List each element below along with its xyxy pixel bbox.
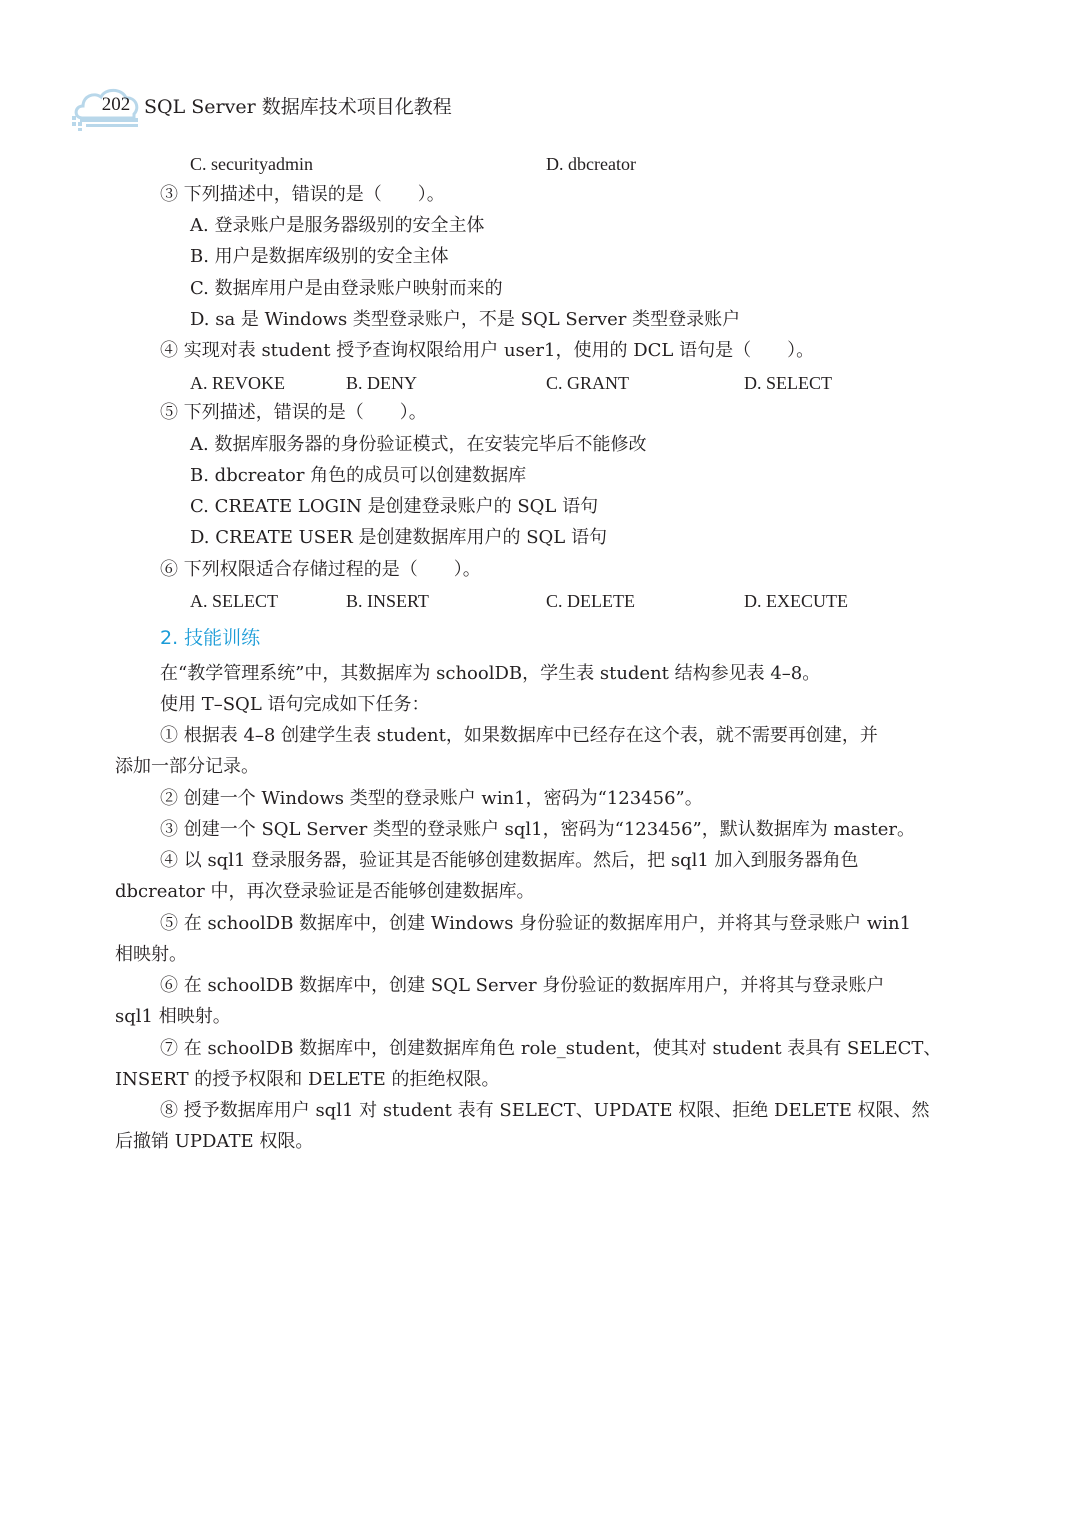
q2-option-c: C. securityadmin — [190, 154, 313, 174]
q6-option-d: D. EXECUTE — [744, 591, 848, 611]
q3-option-c: C. 数据库用户是由登录账户映射而来的 — [190, 278, 503, 299]
section-heading: 2. 技能训练 — [160, 627, 261, 649]
task-8-line-2: 后撤销 UPDATE 权限。 — [115, 1131, 314, 1152]
task-7-line-1: ⑦ 在 schoolDB 数据库中，创建数据库角色 role_student，使其对 student 表具有 SELECT、 — [160, 1038, 942, 1059]
q4-option-a: A. REVOKE — [190, 373, 285, 393]
q3-stem: ③ 下列描述中，错误的是（ ）。 — [160, 184, 445, 205]
q6-option-c: C. DELETE — [546, 591, 635, 611]
book-title: SQL Server 数据库技术项目化教程 — [144, 96, 452, 118]
q4-option-b: B. DENY — [346, 373, 417, 393]
task-8-line-1: ⑧ 授予数据库用户 sql1 对 student 表有 SELECT、UPDATE 权限、拒绝 DELETE 权限、然 — [160, 1100, 930, 1121]
task-1-line-1: ① 根据表 4–8 创建学生表 student，如果数据库中已经存在这个表，就不需要再创建，并 — [160, 725, 878, 746]
q3-option-d: D. sa 是 Windows 类型登录账户，不是 SQL Server 类型登录账户 — [190, 309, 741, 330]
task-4-line-1: ④ 以 sql1 登录服务器，验证其是否能够创建数据库。然后，把 sql1 加入到服务器角色 — [160, 850, 859, 871]
task-2: ② 创建一个 Windows 类型的登录账户 win1，密码为“123456”。 — [160, 788, 703, 809]
q6-option-a: A. SELECT — [190, 591, 278, 611]
q6-option-b: B. INSERT — [346, 591, 429, 611]
intro-line-2: 使用 T–SQL 语句完成如下任务： — [160, 694, 430, 715]
q6-stem: ⑥ 下列权限适合存储过程的是（ ）。 — [160, 559, 481, 580]
task-5-line-1: ⑤ 在 schoolDB 数据库中，创建 Windows 身份验证的数据库用户，并将其与登录账户 win1 — [160, 913, 912, 934]
q5-option-b: B. dbcreator 角色的成员可以创建数据库 — [190, 465, 527, 486]
q3-option-a: A. 登录账户是服务器级别的安全主体 — [190, 215, 485, 236]
intro-line-1: 在“教学管理系统”中，其数据库为 schoolDB，学生表 student 结构参见表 4–8。 — [160, 663, 821, 684]
q4-stem: ④ 实现对表 student 授予查询权限给用户 user1，使用的 DCL 语句是（ ）。 — [160, 340, 815, 361]
q5-stem: ⑤ 下列描述，错误的是（ ）。 — [160, 402, 427, 423]
task-3: ③ 创建一个 SQL Server 类型的登录账户 sql1，密码为“123456”，默认数据库为 master。 — [160, 819, 915, 840]
task-7-line-2: INSERT 的授予权限和 DELETE 的拒绝权限。 — [115, 1069, 500, 1090]
task-4-line-2: dbcreator 中，再次登录验证是否能够创建数据库。 — [115, 881, 535, 902]
q5-option-c: C. CREATE LOGIN 是创建登录账户的 SQL 语句 — [190, 496, 599, 517]
task-1-line-2: 添加一部分记录。 — [115, 756, 259, 777]
q4-option-d: D. SELECT — [744, 373, 832, 393]
q5-option-d: D. CREATE USER 是创建数据库用户的 SQL 语句 — [190, 527, 607, 548]
q5-option-a: A. 数据库服务器的身份验证模式，在安装完毕后不能修改 — [190, 434, 647, 455]
task-5-line-2: 相映射。 — [115, 944, 187, 965]
q3-option-b: B. 用户是数据库级别的安全主体 — [190, 246, 449, 267]
task-6-line-1: ⑥ 在 schoolDB 数据库中，创建 SQL Server 身份验证的数据库用户，并将其与登录账户 — [160, 975, 885, 996]
task-6-line-2: sql1 相映射。 — [115, 1006, 231, 1027]
q4-option-c: C. GRANT — [546, 373, 630, 393]
q2-option-d: D. dbcreator — [546, 154, 636, 174]
page-number: 202 — [101, 94, 131, 115]
